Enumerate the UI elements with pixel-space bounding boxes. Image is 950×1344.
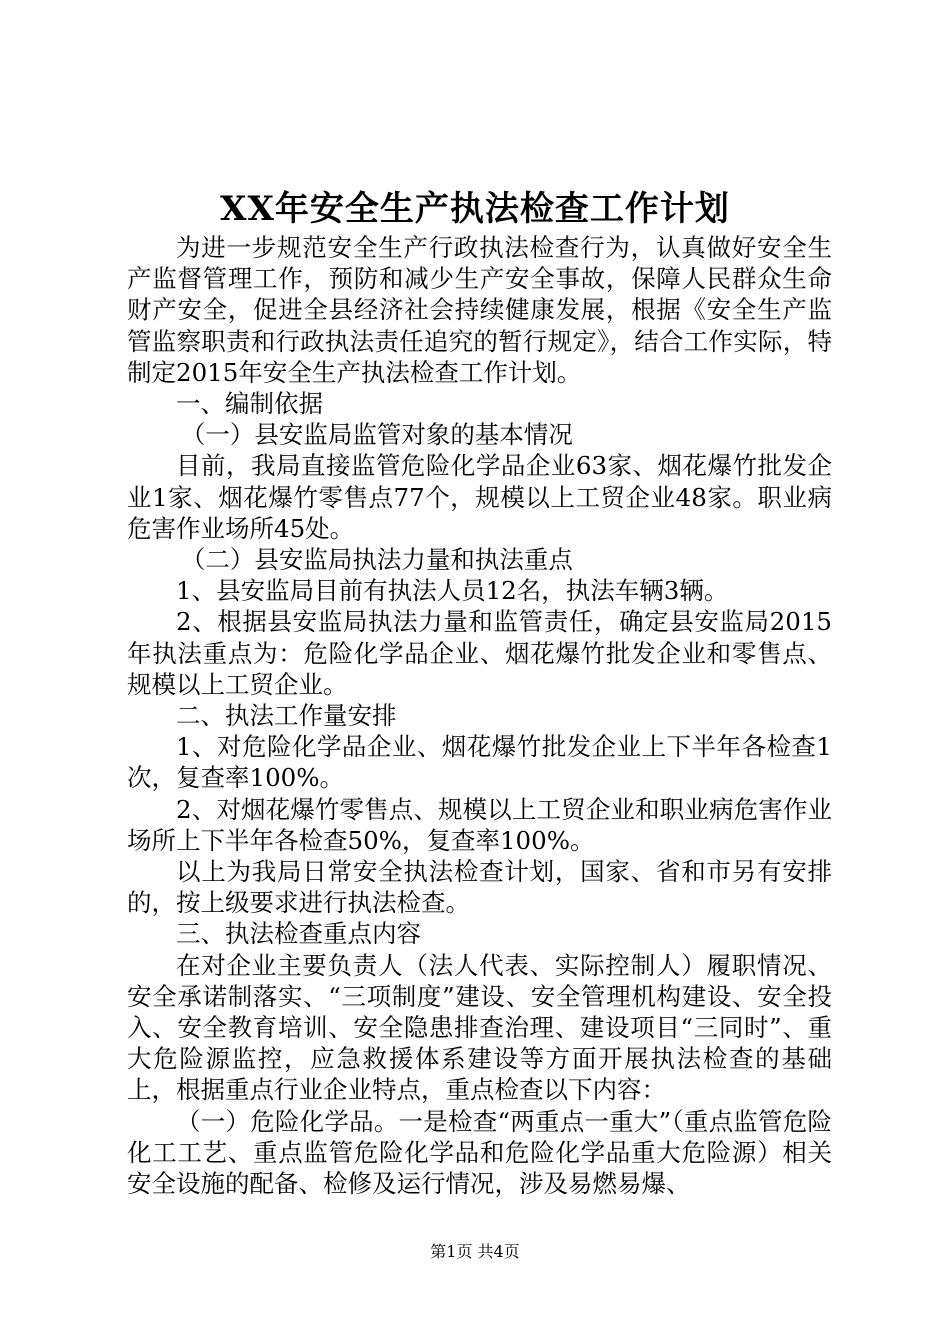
- subsection-heading-1-2: （二）县安监局执法力量和执法重点: [180, 545, 573, 575]
- paragraph-staff: 1、县安监局目前有执法人员12名，执法车辆3辆。: [176, 576, 729, 606]
- section-heading-1: 一、编制依据: [176, 389, 323, 419]
- paragraph-hazardous-chemicals: （一）危险化学品。一是检查“两重点一重大”（重点监管危险化工工艺、重点监管危险化学品和危险化学品重大危险源）相关安全设施的配备、检修及运行情况，涉及易燃易爆、: [127, 1106, 832, 1199]
- paragraph-workload-note: 以上为我局日常安全执法检查计划，国家、省和市另有安排的，按上级要求进行执法检查。: [127, 857, 832, 918]
- paragraph-intro: 为进一步规范安全生产行政执法检查行为，认真做好安全生产监督管理工作，预防和减少生产安全事故，保障人民群众生命财产安全，促进全县经济社会持续健康发展，根据《安全生产监管监察职责和行政执法责任追究的暂行规定》，结合工作实际，特制定2015年安全生产执法检查工作计划。: [127, 233, 832, 387]
- paragraph-inspection-scope: 在对企业主要负责人（法人代表、实际控制人）履职情况、安全承诺制落实、“三项制度”建设、安全管理机构建设、安全投入、安全教育培训、安全隐患排查治理、建设项目“三同时”、重大危险源监控，应急救援体系建设等方面开展执法检查的基础上，根据重点行业企业特点，重点检查以下内容：: [127, 950, 832, 1105]
- paragraph-workload-1: 1、对危险化学品企业、烟花爆竹批发企业上下半年各检查1次，复查率100%。: [127, 732, 832, 793]
- section-heading-3: 三、执法检查重点内容: [176, 919, 421, 949]
- paragraph-workload-2: 2、对烟花爆竹零售点、规模以上工贸企业和职业病危害作业场所上下半年各检查50%，复查率100%。: [127, 794, 832, 855]
- page-footer: 第1页 共4页: [430, 1242, 520, 1261]
- subsection-heading-1-1: （一）县安监局监管对象的基本情况: [180, 420, 573, 450]
- document-body: [127, 232, 832, 1199]
- paragraph-supervision-targets: 目前，我局直接监管危险化学品企业63家、烟花爆竹批发企业1家、烟花爆竹零售点77个，规模以上工贸企业48家。职业病危害作业场所45处。: [127, 451, 832, 543]
- section-heading-2: 二、执法工作量安排: [176, 701, 397, 731]
- document-title: XX年安全生产执法检查工作计划: [220, 189, 730, 229]
- paragraph-enforcement-focus: 2、根据县安监局执法力量和监管责任，确定县安监局2015年执法重点为：危险化学品企业、烟花爆竹批发企业和零售点、规模以上工贸企业。: [127, 607, 832, 699]
